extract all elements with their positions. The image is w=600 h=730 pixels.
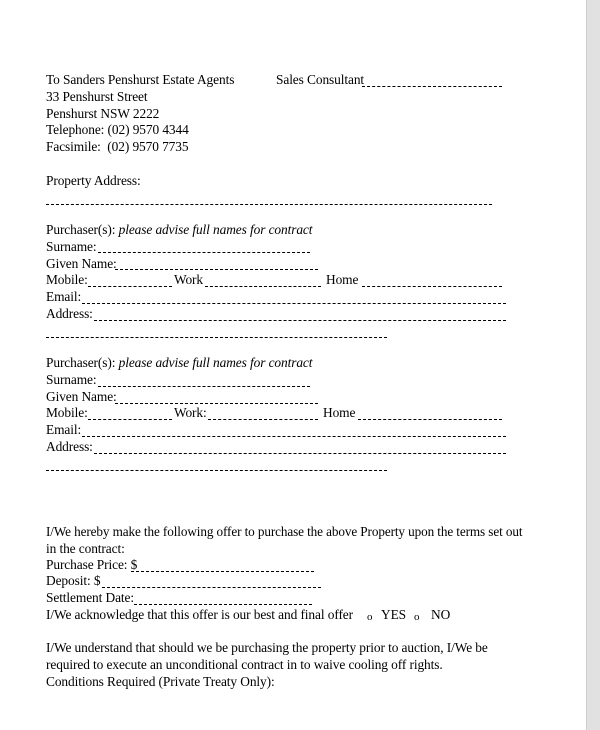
surname-label: Surname: bbox=[46, 239, 97, 254]
purchaser-heading-1 bbox=[46, 222, 312, 238]
home-field[interactable] bbox=[362, 286, 502, 287]
purchaser-heading-note: please advise full names for contract bbox=[118, 355, 313, 370]
address-field-line-2[interactable] bbox=[46, 470, 387, 471]
agency-name: To Sanders Penshurst Estate Agents bbox=[46, 72, 235, 87]
yes-radio[interactable]: o bbox=[367, 611, 373, 623]
email-field[interactable] bbox=[82, 436, 506, 437]
purchaser-heading-note: please advise full names for contract bbox=[118, 222, 313, 237]
email-field[interactable] bbox=[82, 303, 506, 304]
work-label: Work bbox=[174, 272, 204, 287]
sales-consultant-label: Sales Consultant bbox=[276, 72, 365, 87]
home-label: Home bbox=[323, 405, 356, 420]
purchase-price-label: Purchase Price: $ bbox=[46, 557, 138, 572]
deposit-field[interactable] bbox=[102, 587, 321, 588]
address-field-line-1[interactable] bbox=[94, 320, 506, 321]
surname-label: Surname: bbox=[46, 372, 97, 387]
acknowledge-text: I/We acknowledge that this offer is our best and final offer bbox=[46, 607, 354, 622]
conditions-label: Conditions Required (Private Treaty Only): bbox=[46, 674, 275, 689]
agency-suburb: Penshurst NSW 2222 bbox=[46, 106, 160, 121]
auction-text-line-2: required to execute an unconditional contract in to waive cooling off rights. bbox=[46, 657, 443, 672]
given-name-field[interactable] bbox=[115, 403, 318, 404]
work-field[interactable] bbox=[205, 286, 321, 287]
sales-consultant-field[interactable] bbox=[362, 86, 502, 87]
property-address-field[interactable] bbox=[46, 204, 492, 205]
mobile-field[interactable] bbox=[88, 419, 172, 420]
purchaser-heading-prefix: Purchaser(s): bbox=[46, 355, 119, 370]
home-field[interactable] bbox=[358, 419, 502, 420]
auction-text-line-1: I/We understand that should we be purchasing the property prior to auction, I/We be bbox=[46, 640, 488, 655]
work-field[interactable] bbox=[208, 419, 318, 420]
address-field-line-2[interactable] bbox=[46, 337, 387, 338]
yes-label: YES bbox=[381, 607, 406, 622]
mobile-label: Mobile: bbox=[46, 272, 88, 287]
given-name-field[interactable] bbox=[115, 269, 318, 270]
property-address-label: Property Address: bbox=[46, 173, 141, 188]
no-label: NO bbox=[431, 607, 451, 622]
offer-text-line-1: I/We hereby make the following offer to purchase the above Property upon the terms set out bbox=[46, 524, 523, 539]
email-label: Email: bbox=[46, 422, 82, 437]
no-radio[interactable]: o bbox=[414, 611, 420, 623]
purchase-price-field[interactable] bbox=[131, 571, 314, 572]
purchaser-heading-prefix: Purchaser(s): bbox=[46, 222, 119, 237]
purchaser-heading-2 bbox=[46, 355, 312, 371]
agency-facsimile: Facsimile: (02) 9570 7735 bbox=[46, 139, 189, 154]
surname-field[interactable] bbox=[98, 386, 310, 387]
vertical-scrollbar[interactable] bbox=[586, 0, 600, 730]
settlement-date-label: Settlement Date: bbox=[46, 590, 135, 605]
address-label: Address: bbox=[46, 439, 93, 454]
agency-street: 33 Penshurst Street bbox=[46, 89, 148, 104]
address-field-line-1[interactable] bbox=[94, 453, 506, 454]
offer-text-line-2: in the contract: bbox=[46, 541, 125, 556]
work-label: Work: bbox=[174, 405, 207, 420]
home-label: Home bbox=[326, 272, 359, 287]
address-label: Address: bbox=[46, 306, 93, 321]
mobile-label: Mobile: bbox=[46, 405, 88, 420]
mobile-field[interactable] bbox=[88, 286, 172, 287]
given-name-label: Given Name: bbox=[46, 256, 117, 271]
agency-telephone: Telephone: (02) 9570 4344 bbox=[46, 122, 189, 137]
settlement-date-field[interactable] bbox=[134, 604, 312, 605]
email-label: Email: bbox=[46, 289, 82, 304]
given-name-label: Given Name: bbox=[46, 389, 117, 404]
surname-field[interactable] bbox=[98, 252, 310, 253]
deposit-label: Deposit: $ bbox=[46, 573, 101, 588]
